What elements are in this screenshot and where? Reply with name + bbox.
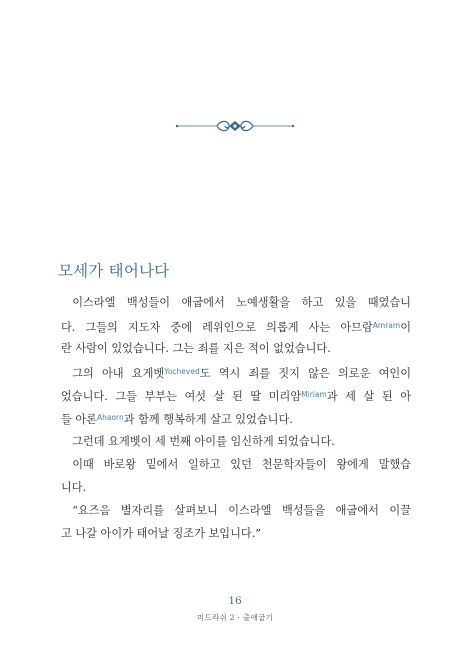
paragraph-line: [61, 360, 411, 383]
name-annotation: Ahaorn: [96, 413, 124, 423]
text-span: “요즈음 별자리를 살펴보니 이스라엘 백성들을 애굽에서 이끌: [72, 503, 411, 517]
text-span: 니다.: [61, 480, 87, 494]
body-text: [61, 291, 411, 545]
paragraph-line: [61, 453, 411, 476]
chapter-title: 모세가 태어나다: [58, 262, 170, 280]
text-span: 들 아론: [61, 413, 97, 427]
paragraph-line: [61, 383, 411, 406]
paragraph-line: [61, 522, 411, 545]
name-annotation: Miriam: [301, 390, 327, 400]
text-span: 이때 바로왕 밑에서 일하고 있던 천문학자들이 왕에게 말했습: [72, 457, 411, 471]
paragraph-line: [61, 406, 411, 429]
text-span: 란 사람이 있었습니다. 그는 죄를 지은 적이 없었습니다.: [61, 342, 331, 356]
paragraph-line: [61, 499, 411, 522]
text-span: 과 함께 행복하게 살고 있었습니다.: [123, 413, 293, 427]
text-span: 고 나갈 아이가 태어날 징조가 보입니다.”: [61, 526, 261, 540]
name-annotation: Yocheved: [164, 367, 200, 377]
paragraph-line: [61, 476, 411, 499]
paragraph-line: [61, 337, 411, 360]
paragraph-line: [61, 430, 411, 453]
text-span: 다. 그들의 지도자 중에 레위인으로 의롭게 사는 아므람: [61, 321, 373, 335]
name-annotation: Amram: [372, 321, 401, 331]
text-span: 그런데 요게벳이 세 번째 아이를 임신하게 되었습니다.: [72, 434, 335, 448]
paragraph-line: [61, 314, 411, 337]
text-span: 그의 아내 요게벳: [72, 367, 165, 381]
decorative-divider-icon: [175, 116, 295, 136]
text-span: 과 세 살 된 아: [326, 390, 411, 404]
text-span: 도 역시 죄를 짓지 않은 의로운 여인이: [199, 367, 411, 381]
book-title: 미드라쉬 2 · 출애굽기: [196, 613, 274, 622]
text-span: 이스라엘 백성들이 애굽에서 노예생활을 하고 있을 때였습니: [72, 296, 411, 309]
page-number: 16: [228, 595, 242, 607]
text-span: 이: [400, 321, 411, 335]
paragraph-line: [61, 291, 411, 314]
text-span: 었습니다. 그들 부부는 여섯 살 된 딸 미리암: [61, 390, 302, 404]
